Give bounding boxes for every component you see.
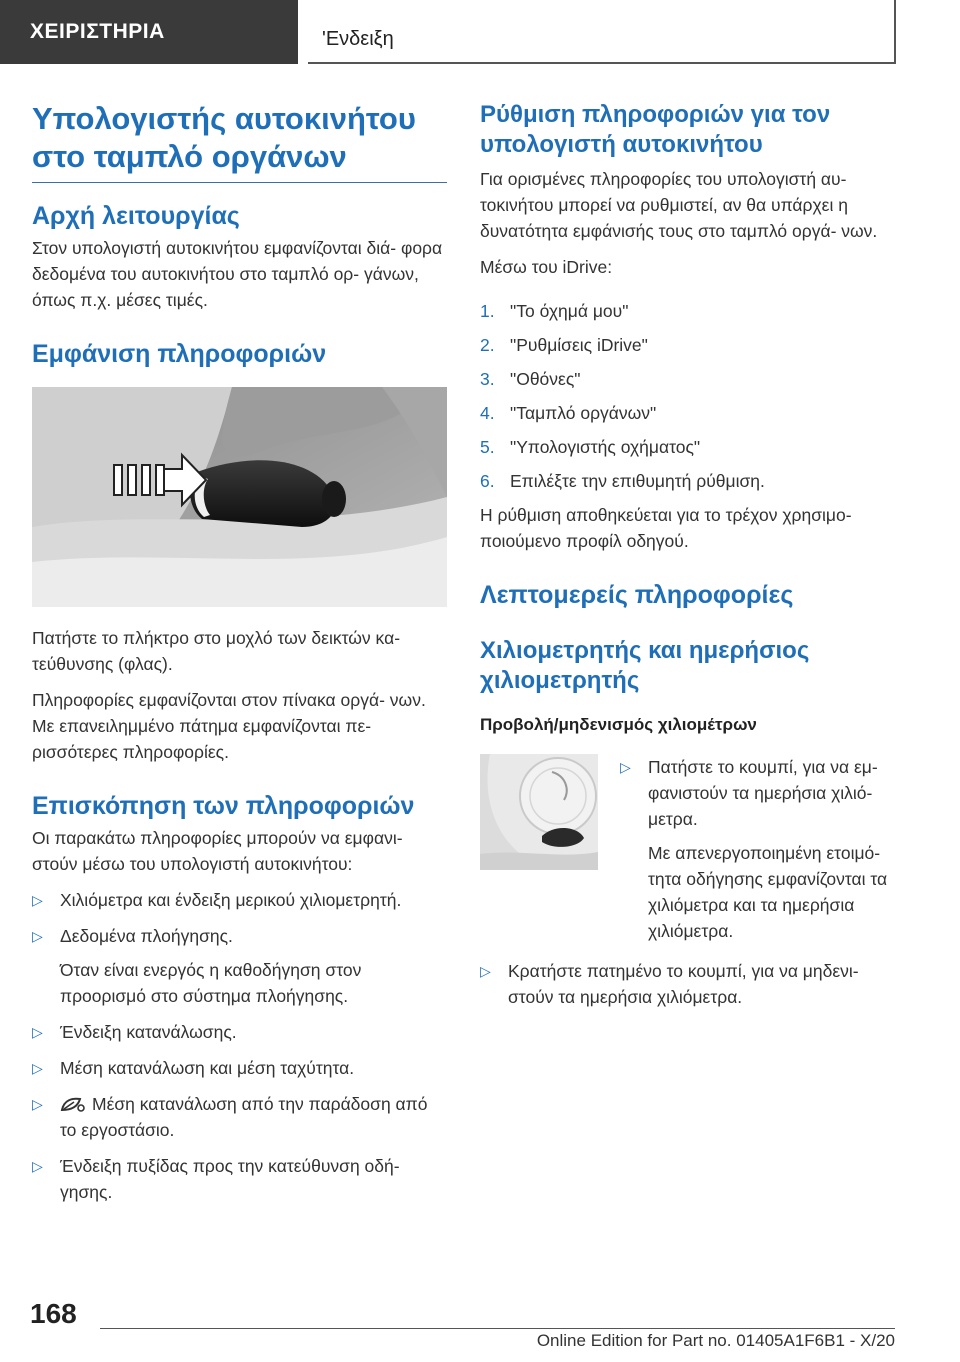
triangle-bullet-icon: ▷ (32, 928, 43, 944)
setting-text: Για ορισμένες πληροφορίες του υπολογιστή αυ- τοκινήτου μπορεί να ρυθμιστεί, αν θα υπάρχει η δυνατότητα εμφάνισής τους στο ταμπλό οργά- νων. (480, 169, 878, 241)
odometer-heading: Χιλιομετρητής και ημερήσιος χιλιομετρητής (480, 637, 810, 694)
list-item: 5. "Υπολογιστής οχήματος" (480, 437, 701, 457)
display-heading: Εμφάνιση πληροφοριών (32, 340, 327, 368)
overview-heading: Επισκόπηση των πληροφοριών (32, 792, 415, 820)
footer-divider (100, 1328, 895, 1329)
details-heading: Λεπτομερείς πληροφορίες (480, 581, 794, 609)
list-item: ▷ Χιλιόμετρα και ένδειξη μερικού χιλιομετρητή. (32, 887, 447, 913)
header-section (0, 0, 298, 64)
list-item: ▷ Ένδειξη κατανάλωσης. (32, 1019, 447, 1045)
triangle-bullet-icon: ▷ (32, 1060, 43, 1076)
odometer-button-photo (480, 754, 598, 870)
odometer-list (620, 754, 895, 954)
triangle-bullet-icon: ▷ (32, 1096, 43, 1112)
saved-text: Η ρύθμιση αποθηκεύεται για το τρέχον χρησιμο- ποιούμενο προφίλ οδηγού. (480, 505, 852, 551)
list-item: 1. "Το όχημά μου" (480, 301, 629, 321)
header-section-label: ΧΕΙΡΙΣΤΗΡΙΑ (30, 20, 165, 43)
odometer-list-2 (480, 958, 895, 1010)
principle-text: Στον υπολογιστή αυτοκινήτου εμφανίζονται διά- φορα δεδομένα του αυτοκινήτου στο ταμπλό ορ- γάνων, όπως π.χ. μέσες τιμές. (32, 238, 443, 310)
edition-note: Online Edition for Part no. 01405A1F6B1 - X/20 (536, 1331, 895, 1350)
steps-list (480, 298, 895, 494)
header-subsection-label: 'Ενδειξη (322, 28, 394, 50)
via-idrive-text: Μέσω του iDrive: (480, 257, 613, 277)
list-item: ▷ Ένδειξη πυξίδας προς την κατεύθυνση οδή- γησης. (32, 1153, 447, 1205)
triangle-bullet-icon: ▷ (480, 963, 491, 979)
list-item: ▷ Μέση κατανάλωση και μέση ταχύτητα. (32, 1055, 447, 1081)
right-column (480, 100, 895, 1020)
display-text-2: Πληροφορίες εμφανίζονται στον πίνακα οργά- νων. Με επανειλημμένο πάτημα εμφανίζονται πε- ρισσότερες πληροφορίες. (32, 690, 426, 762)
principle-heading: Αρχή λειτουργίας (32, 202, 240, 230)
list-item: 3. "Οθόνες" (480, 369, 581, 389)
eco-drive-icon (60, 1096, 86, 1112)
list-item: 2. "Ρυθμίσεις iDrive" (480, 335, 648, 355)
triangle-bullet-icon: ▷ (32, 892, 43, 908)
triangle-bullet-icon: ▷ (32, 1158, 43, 1174)
list-item: ▷ Πατήστε το κουμπί, για να εμ- φανιστούν τα ημερήσια χιλιό- μετρα. Με απενεργοποιημένη ετοιμό- τητα οδήγησης εμφανίζονται τα χιλιόμετρα και τα ημερήσια χιλιόμετρα. (620, 754, 895, 944)
header-subsection (308, 0, 896, 64)
turn-signal-lever-photo (32, 387, 447, 607)
page-title: Υπολογιστής αυτοκινήτου στο ταμπλό οργάνων (32, 100, 447, 183)
page-number: 168 (30, 1298, 77, 1329)
list-item: ▷ Δεδομένα πλοήγησης. Όταν είναι ενεργός η καθοδήγηση στον προορισμό στο σύστημα πλοήγησης. (32, 923, 447, 1009)
list-item: 6. Επιλέξτε την επιθυμητή ρύθμιση. (480, 471, 765, 491)
odometer-row (480, 754, 895, 954)
left-column (32, 100, 447, 1215)
list-item: 4. "Ταμπλό οργάνων" (480, 403, 657, 423)
overview-text: Οι παρακάτω πληροφορίες μπορούν να εμφανι- στούν μέσω του υπολογιστή αυτοκινήτου: (32, 828, 403, 874)
display-text-1: Πατήστε το πλήκτρο στο μοχλό των δεικτών κα- τεύθυνσης (φλας). (32, 628, 401, 674)
list-item: ▷ Κρατήστε πατημένο το κουμπί, για να μηδενι- στούν τα ημερήσια χιλιόμετρα. (480, 958, 895, 1010)
overview-list (32, 887, 447, 1205)
triangle-bullet-icon: ▷ (32, 1024, 43, 1040)
triangle-bullet-icon: ▷ (620, 759, 631, 775)
reset-heading: Προβολή/μηδενισμός χιλιομέτρων (480, 715, 757, 734)
list-item: ▷ Μέση κατανάλωση από την παράδοση από το εργοστάσιο. (32, 1091, 447, 1143)
setting-heading: Ρύθμιση πληροφοριών για τον υπολογιστή αυτοκινήτου (480, 101, 831, 158)
